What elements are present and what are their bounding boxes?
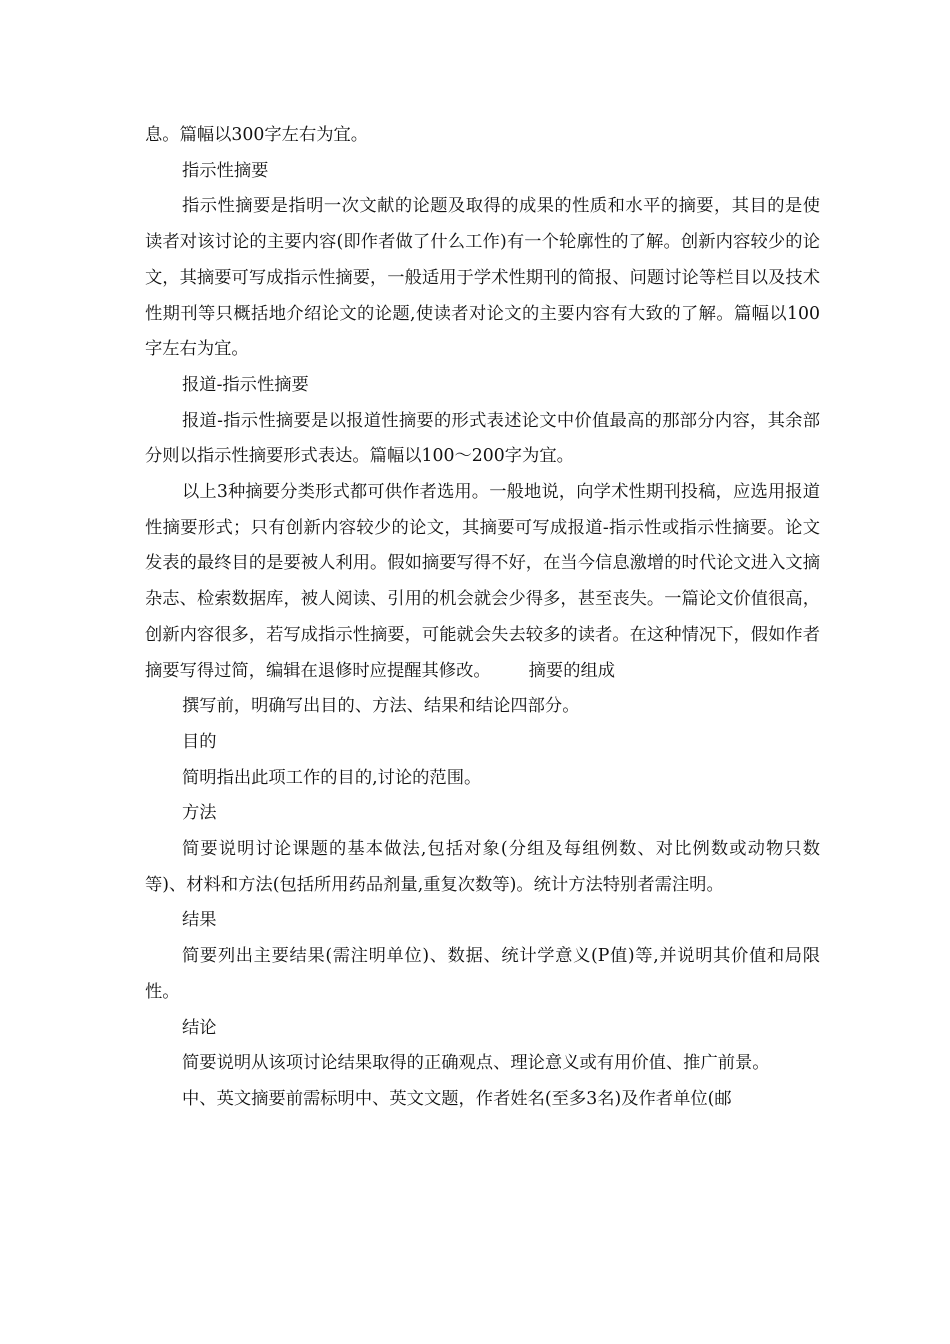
paragraph-purpose: 简明指出此项工作的目的,讨论的范围。	[182, 767, 482, 788]
heading-purpose: 目的	[182, 731, 217, 752]
heading-indicative-abstract: 指示性摘要	[182, 160, 269, 181]
paragraph-continuation: 息。篇幅以300字左右为宜。	[145, 125, 369, 145]
heading-conclusion: 结论	[182, 1017, 217, 1038]
paragraph-title-requirements: 中、英文摘要前需标明中、英文文题，作者姓名(至多3名)及作者单位(邮	[182, 1088, 732, 1109]
paragraph-abstract-types-summary	[145, 475, 820, 689]
paragraph-indicative-abstract: 指示性摘要是指明一次文献的论题及取得的成果的性质和水平的摘要，其目的是使读者对该讨论的主要内容(即作者做了什么工作)有一个轮廓性的了解。创新内容较少的论文，其摘要可写成指示性摘要，一般适用于学术性期刊的简报、问题讨论等栏目以及技术性期刊等只概括地介绍论文的论题,使读者对论文的主要内容有大致的了解。篇幅以100字左右为宜。	[145, 196, 820, 360]
paragraph-method: 简要说明讨论课题的基本做法,包括对象(分组及每组例数、对比例数或动物只数等)、材料和方法(包括所用药品剂量,重复次数等)。统计方法特别者需注明。	[145, 839, 820, 895]
paragraph-report-indicative-abstract: 报道-指示性摘要是以报道性摘要的形式表述论文中价值最高的那部分内容，其余部分则以指示性摘要形式表达。篇幅以100～200字为宜。	[145, 410, 820, 467]
paragraph-conclusion: 简要说明从该项讨论结果取得的正确观点、理论意义或有用价值、推广前景。	[182, 1053, 770, 1074]
paragraph-abstract-types-text: 以上3种摘要分类形式都可供作者选用。一般地说，向学术性期刊投稿，应选用报道性摘要形式；只有创新内容较少的论文，其摘要可写成报道-指示性或指示性摘要。论文发表的最终目的是要被人利用。假如摘要写得不好，在当今信息激增的时代论文进入文摘杂志、检索数据库，被人阅读、引用的机会就会少得多，甚至丧失。一篇论文价值很高，创新内容很多，若写成指示性摘要，可能就会失去较多的读者。在这种情况下，假如作者摘要写得过简，编辑在退修时应提醒其修改。	[145, 482, 820, 681]
document-body	[145, 118, 820, 1118]
paragraph-results: 简要列出主要结果(需注明单位)、数据、统计学意义(P值)等,并说明其价值和局限性。	[145, 946, 820, 1002]
paragraph-composition-intro: 撰写前，明确写出目的、方法、结果和结论四部分。	[182, 696, 580, 717]
heading-results: 结果	[182, 910, 217, 931]
heading-abstract-composition: 摘要的组成	[528, 660, 616, 681]
heading-method: 方法	[182, 803, 217, 824]
heading-report-indicative-abstract: 报道-指示性摘要	[182, 374, 309, 395]
